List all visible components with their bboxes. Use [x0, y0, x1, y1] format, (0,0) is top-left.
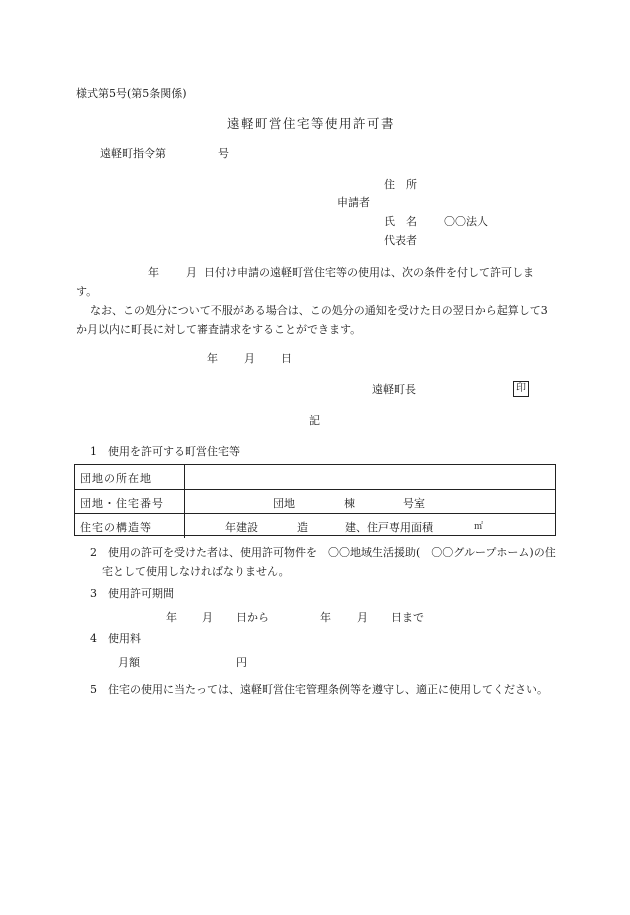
- address-label: 住 所: [384, 178, 417, 191]
- reference-suffix: 号: [218, 147, 229, 160]
- item-3: 3 使用許可期間: [90, 587, 174, 600]
- date-year: 年: [207, 352, 218, 365]
- body-month: 月: [186, 266, 197, 279]
- name-value: 〇〇法人: [444, 215, 488, 228]
- period-until-day: 日まで: [391, 611, 424, 624]
- fee-label: 月額: [118, 656, 140, 669]
- item-1: 1 使用を許可する町営住宅等: [90, 445, 240, 458]
- housing-table: [74, 464, 556, 536]
- representative-label: 代表者: [384, 234, 417, 247]
- period-from-month: 月: [202, 611, 213, 624]
- item-5: 5 住宅の使用に当たっては、遠軽町営住宅管理条例等を遵守し、適正に使用してください。: [90, 683, 548, 696]
- body-paragraph-2: なお、この処分について不服がある場合は、この処分の通知を受けた日の翌日から起算して3か月以内に町長に対して審査請求をすることができます。: [76, 304, 548, 336]
- body-year: 年: [148, 266, 159, 279]
- note-heading: 記: [309, 414, 320, 427]
- document-title: 遠軽町営住宅等使用許可書: [227, 116, 396, 131]
- floor-area-label: 建、住戸専用面積: [345, 521, 433, 534]
- item-2: 2 使用の許可を受けた者は、使用許可物件を 〇〇地域生活援助( 〇〇グループホーム)の住宅として使用しなければなりません。: [90, 546, 556, 578]
- period-until-year: 年: [320, 611, 331, 624]
- area-unit: ㎡: [474, 522, 484, 532]
- danchi-label: 団地: [273, 497, 295, 510]
- body-paragraph-1: 日付け申請の遠軽町営住宅等の使用は、次の条件を付して許可します。: [76, 266, 534, 298]
- period-from-year: 年: [166, 611, 177, 624]
- seal-mark: 印: [513, 381, 529, 397]
- period-until-month: 月: [357, 611, 368, 624]
- built-year-label: 年建設: [225, 521, 258, 534]
- form-number: 様式第5号(第5条関係): [76, 87, 187, 100]
- row-label-location: 団地の所在地: [80, 472, 152, 485]
- date-day: 日: [281, 352, 292, 365]
- name-label: 氏 名: [384, 215, 417, 228]
- row-label-structure: 住宅の構造等: [80, 521, 152, 534]
- reference-label: 遠軽町指令第: [100, 147, 166, 160]
- goshitsu-label: 号室: [403, 497, 425, 510]
- tou-label: 棟: [344, 497, 355, 510]
- issuer-name: 遠軽町長: [372, 383, 416, 396]
- applicant-label: 申請者: [337, 196, 370, 209]
- table-row: [75, 489, 555, 514]
- table-row: [75, 513, 555, 538]
- period-from-day: 日から: [236, 611, 269, 624]
- fee-unit: 円: [236, 656, 247, 669]
- row-label-number: 団地・住宅番号: [80, 497, 164, 510]
- date-month: 月: [244, 352, 255, 365]
- item-4: 4 使用料: [90, 632, 141, 645]
- structure-label: 造: [297, 521, 308, 534]
- table-row: [75, 465, 555, 489]
